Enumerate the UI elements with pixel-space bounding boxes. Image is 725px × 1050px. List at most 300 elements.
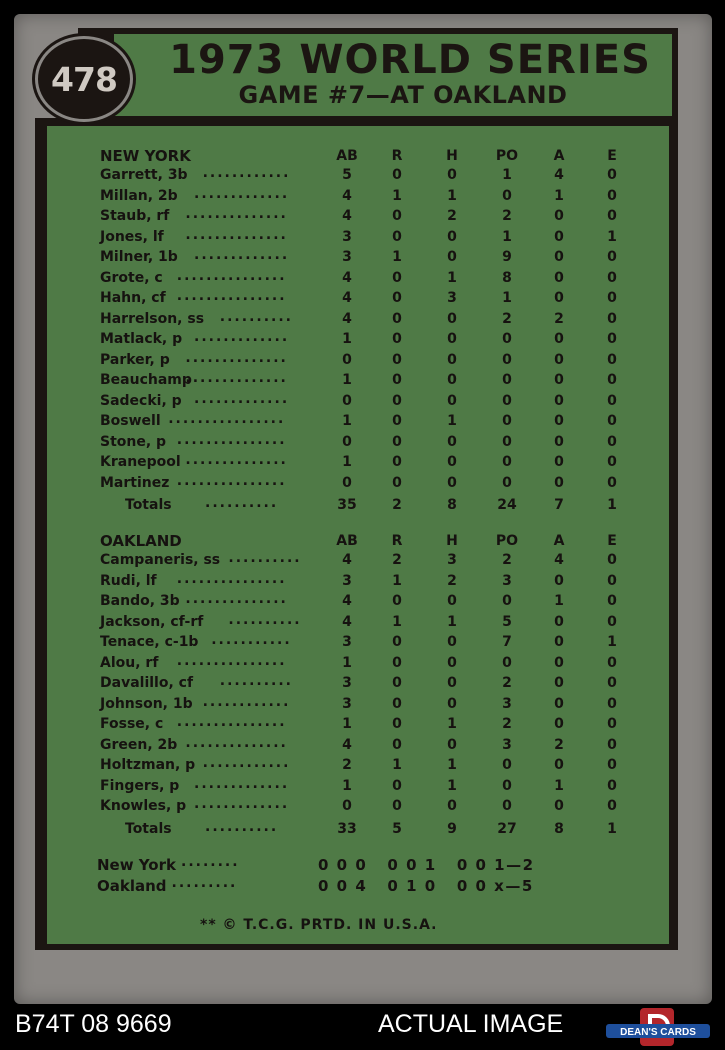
stat-h: 1 [447,716,457,732]
player-name: Rudi, lf [100,572,157,589]
player-name: Staub, rf [100,208,170,224]
player-name: Fingers, p [100,777,180,794]
player-row [0,413,700,433]
stat-r: 0 [392,310,402,327]
stat-ab: 4 [342,736,352,753]
stat-po: 0 [502,454,512,470]
stat-r: 0 [392,716,402,732]
stat-ab: 3 [342,228,352,245]
stat-h: 0 [447,736,457,753]
stat-r: 0 [392,392,402,409]
player-row [0,675,700,695]
stat-ab: 4 [342,187,352,204]
player-row [0,431,700,454]
player-name: Milner, 1b [100,249,178,265]
player-row [0,249,700,269]
stat-r: 1 [392,757,402,773]
player-name: Parker, p [100,351,170,368]
leader-dots: ............ [202,693,291,710]
stat-po: 0 [502,413,512,429]
stat-h: 0 [447,798,457,814]
stat-h: 0 [447,331,457,347]
leader-dots: .......... [228,611,302,628]
stat-po: 1 [502,228,512,245]
player-row [0,775,700,798]
stat-e: 0 [607,413,617,429]
stat-e: 0 [607,613,617,630]
leader-dots: ........... [211,632,292,648]
leader-dots: ............... [176,431,287,448]
stat-h: 0 [447,167,457,183]
leader-dots: .............. [185,206,288,222]
stat-e: 0 [607,593,617,609]
stat-ab: 1 [342,372,352,388]
stat-ab: 0 [342,392,352,409]
total-a: 7 [554,497,564,513]
leader-dots: .............. [185,734,288,751]
total-a: 8 [554,820,564,837]
leader-dots: .......... [205,818,279,835]
column-header-r: R [391,148,403,164]
stat-r: 0 [392,269,402,286]
stat-r: 0 [392,208,402,224]
leader-dots: ................ [168,411,286,427]
stat-h: 1 [447,777,457,794]
stat-r: 0 [392,695,402,712]
stat-po: 9 [502,249,512,265]
stat-e: 0 [607,433,617,450]
stat-ab: 4 [342,310,352,327]
stat-r: 0 [392,372,402,388]
stat-r: 0 [392,777,402,794]
player-row [0,372,700,392]
player-name: Green, 2b [100,736,178,753]
column-header-ab: AB [336,533,358,549]
leader-dots: ............... [176,472,287,489]
stat-a: 0 [554,454,564,470]
stat-h: 0 [447,474,457,491]
stat-r: 0 [392,413,402,429]
stat-e: 0 [607,331,617,347]
stat-r: 0 [392,433,402,450]
player-row [0,716,700,736]
stat-e: 0 [607,269,617,286]
player-name: Beauchamp [100,372,192,388]
stat-ab: 3 [342,675,352,691]
stat-a: 1 [554,593,564,609]
stat-h: 1 [447,613,457,630]
stat-a: 0 [554,249,564,265]
deans-cards-logo [604,1004,712,1048]
stat-h: 0 [447,654,457,671]
stat-po: 3 [502,736,512,753]
stat-a: 0 [554,433,564,450]
stat-a: 0 [554,413,564,429]
player-name: Stone, p [100,433,167,450]
stat-h: 2 [447,208,457,224]
leader-dots: ............. [194,329,290,345]
stat-ab: 4 [342,208,352,224]
stat-a: 0 [554,290,564,306]
stat-po: 0 [502,798,512,814]
player-row [0,290,700,310]
stat-e: 0 [607,392,617,409]
total-r: 2 [392,497,402,513]
stat-ab: 0 [342,351,352,368]
stat-e: 0 [607,777,617,794]
column-header-h: H [446,148,458,164]
stat-ab: 4 [342,290,352,306]
player-row [0,734,700,757]
stat-po: 2 [502,716,512,732]
stat-r: 0 [392,593,402,609]
stat-e: 0 [607,454,617,470]
stat-po: 0 [502,593,512,609]
player-row [0,757,700,777]
leader-dots: ............. [194,390,290,407]
stat-a: 1 [554,777,564,794]
stat-e: 0 [607,187,617,204]
stat-r: 0 [392,351,402,368]
stat-e: 0 [607,552,617,568]
player-name: Holtzman, p [100,757,196,773]
card-number-badge: 478 [35,36,133,122]
stat-po: 0 [502,433,512,450]
leader-dots: .............. [185,370,288,386]
linescore-team: New York [97,856,176,874]
stat-h: 0 [447,454,457,470]
player-row [0,693,700,716]
stat-ab: 4 [342,593,352,609]
stat-ab: 0 [342,474,352,491]
player-row [0,185,700,208]
stat-po: 0 [502,474,512,491]
stat-ab: 1 [342,654,352,671]
stat-po: 3 [502,572,512,589]
leader-dots: ............. [194,775,290,792]
totals-label: Totals [125,497,172,513]
stat-e: 0 [607,474,617,491]
stat-r: 0 [392,736,402,753]
stat-po: 8 [502,269,512,286]
stat-po: 2 [502,208,512,224]
actual-image-label: ACTUAL IMAGE [378,1010,564,1038]
stat-e: 0 [607,208,617,224]
stat-po: 0 [502,372,512,388]
player-name: Tenace, c-1b [100,634,199,650]
leader-dots: ............... [176,570,287,587]
stat-a: 0 [554,269,564,286]
column-header-e: E [607,148,617,164]
stat-ab: 3 [342,249,352,265]
stat-h: 3 [447,290,457,306]
leader-dots: .......... [219,308,293,325]
player-name: Hahn, cf [100,290,166,306]
linescore-team: Oakland [97,876,167,895]
stat-h: 3 [447,552,457,568]
stat-a: 0 [554,351,564,368]
stat-e: 0 [607,716,617,732]
player-name: Kranepool [100,454,181,470]
player-name: Boswell [100,413,161,429]
stat-ab: 0 [342,798,352,814]
linescore-row [0,856,700,876]
player-row [0,267,700,290]
stat-a: 0 [554,372,564,388]
inventory-id: B74T 08 9669 [15,1010,172,1038]
stat-e: 0 [607,695,617,712]
logo-text: DEAN'S CARDS [620,1027,696,1038]
linescore-innings: 0 0 0 0 0 1 0 0 1—2 [318,856,535,874]
leader-dots: .............. [185,226,288,243]
leader-dots: ............... [176,288,287,304]
column-header-h: H [446,533,458,549]
player-name: Davalillo, cf [100,675,194,691]
player-row [0,308,700,331]
stat-e: 0 [607,372,617,388]
column-header-e: E [607,533,617,549]
leader-dots: ............... [176,714,287,730]
player-row [0,390,700,413]
stat-e: 0 [607,249,617,265]
player-row [0,570,700,593]
leader-dots: ............... [176,267,287,284]
stat-a: 0 [554,331,564,347]
stat-e: 0 [607,798,617,814]
stat-r: 1 [392,572,402,589]
stat-r: 1 [392,187,402,204]
leader-dots: ............ [202,165,291,181]
player-name: Martinez [100,474,170,491]
stat-e: 0 [607,167,617,183]
totals-row [0,818,700,841]
stat-ab: 3 [342,695,352,712]
stat-r: 0 [392,675,402,691]
column-header-ab: AB [336,148,358,164]
stat-a: 4 [554,552,564,568]
card-subtitle: GAME #7—AT OAKLAND [238,81,568,109]
player-row [0,454,700,474]
player-row [0,349,700,372]
stat-po: 3 [502,695,512,712]
leader-dots: ............. [194,185,290,202]
leader-dots: .......... [228,550,302,566]
stat-a: 0 [554,392,564,409]
stat-h: 0 [447,433,457,450]
stat-e: 0 [607,675,617,691]
player-name: Knowles, p [100,798,187,814]
stat-a: 0 [554,208,564,224]
stat-po: 0 [502,654,512,671]
stat-h: 0 [447,695,457,712]
stat-po: 0 [502,331,512,347]
stat-a: 0 [554,228,564,245]
stat-h: 0 [447,675,457,691]
stat-e: 0 [607,310,617,327]
stat-h: 1 [447,413,457,429]
stat-e: 1 [607,228,617,245]
leader-dots: .............. [185,452,288,468]
stat-po: 0 [502,757,512,773]
stat-ab: 3 [342,572,352,589]
stat-ab: 5 [342,167,352,183]
stat-a: 0 [554,695,564,712]
stat-a: 1 [554,187,564,204]
stat-po: 1 [502,167,512,183]
stat-h: 1 [447,757,457,773]
player-name: Grote, c [100,269,163,286]
stat-h: 0 [447,634,457,650]
player-name: Millan, 2b [100,187,178,204]
stat-r: 0 [392,474,402,491]
stat-e: 0 [607,290,617,306]
player-row [0,331,700,351]
stat-a: 0 [554,654,564,671]
total-e: 1 [607,497,617,513]
totals-row [0,497,700,517]
linescore-innings: 0 0 4 0 1 0 0 0 x—5 [318,876,534,895]
new-york-team-header: NEW YORK [100,147,191,165]
stat-e: 0 [607,654,617,671]
copyright-line: ** © T.C.G. PRTD. IN U.S.A. [200,917,438,933]
player-name: Campaneris, ss [100,552,221,568]
stat-a: 0 [554,634,564,650]
leader-dots: ............. [194,247,290,263]
stat-po: 0 [502,777,512,794]
stat-po: 2 [502,310,512,327]
stat-h: 1 [447,187,457,204]
column-header-r: R [391,533,403,549]
stat-r: 1 [392,613,402,630]
leader-dots: .............. [185,591,288,607]
linescore-row [0,874,700,897]
totals-label: Totals [125,820,172,837]
oakland-team-header: OAKLAND [100,532,182,550]
column-header-a: A [553,148,565,164]
leader-dots: ............... [176,652,287,669]
stat-e: 1 [607,634,617,650]
stat-r: 1 [392,249,402,265]
stat-h: 0 [447,372,457,388]
stat-ab: 1 [342,331,352,347]
stat-e: 0 [607,351,617,368]
card-title: 1973 WORLD SERIES [169,37,651,83]
stat-e: 0 [607,757,617,773]
stat-po: 0 [502,351,512,368]
stat-r: 0 [392,290,402,306]
stat-r: 0 [392,654,402,671]
column-header-a: A [553,533,565,549]
stat-a: 0 [554,757,564,773]
player-name: Johnson, 1b [100,695,193,712]
stat-po: 2 [502,552,512,568]
player-name: Garrett, 3b [100,167,188,183]
stat-h: 0 [447,392,457,409]
stat-e: 0 [607,736,617,753]
stat-po: 2 [502,675,512,691]
player-name: Harrelson, ss [100,310,205,327]
stat-h: 1 [447,269,457,286]
stat-a: 0 [554,675,564,691]
stat-ab: 1 [342,777,352,794]
player-row [0,208,700,228]
stat-h: 0 [447,249,457,265]
player-row [0,226,700,249]
stat-ab: 4 [342,269,352,286]
stat-ab: 1 [342,454,352,470]
stat-r: 0 [392,167,402,183]
player-name: Alou, rf [100,654,159,671]
player-name: Matlack, p [100,331,183,347]
player-row [0,167,700,187]
stat-po: 1 [502,290,512,306]
stat-h: 2 [447,572,457,589]
stat-ab: 4 [342,613,352,630]
player-row [0,611,700,634]
stat-a: 0 [554,613,564,630]
player-row [0,652,700,675]
stat-h: 0 [447,351,457,368]
player-row [0,593,700,613]
stat-h: 0 [447,310,457,327]
total-po: 27 [497,820,517,837]
leader-dots: ............ [202,755,291,771]
stat-h: 0 [447,228,457,245]
total-h: 9 [447,820,457,837]
stat-po: 5 [502,613,512,630]
player-row [0,634,700,654]
total-e: 1 [607,820,617,837]
leader-dots: ........ [181,854,240,870]
stat-a: 0 [554,716,564,732]
player-row [0,472,700,495]
leader-dots: .......... [205,495,279,511]
leader-dots: ............. [194,796,290,812]
stat-a: 2 [554,736,564,753]
stat-po: 0 [502,187,512,204]
leader-dots: .......... [219,673,293,689]
column-header-po: PO [495,148,519,164]
stat-r: 2 [392,552,402,568]
stat-h: 0 [447,593,457,609]
stat-po: 7 [502,634,512,650]
header-banner [112,32,674,118]
total-h: 8 [447,497,457,513]
stat-a: 0 [554,474,564,491]
stat-ab: 0 [342,433,352,450]
stat-e: 0 [607,572,617,589]
stat-r: 0 [392,798,402,814]
total-ab: 35 [337,497,357,513]
stat-a: 2 [554,310,564,327]
stat-r: 0 [392,228,402,245]
total-po: 24 [497,497,517,513]
stat-r: 0 [392,454,402,470]
stat-a: 0 [554,798,564,814]
total-ab: 33 [337,820,357,837]
stat-r: 0 [392,331,402,347]
player-name: Fosse, c [100,716,164,732]
player-row [0,552,700,572]
stat-a: 4 [554,167,564,183]
stat-ab: 3 [342,634,352,650]
player-name: Jackson, cf-rf [100,613,204,630]
player-name: Jones, lf [100,228,164,245]
stat-ab: 2 [342,757,352,773]
stat-r: 0 [392,634,402,650]
leader-dots: .............. [185,349,288,366]
total-r: 5 [392,820,402,837]
